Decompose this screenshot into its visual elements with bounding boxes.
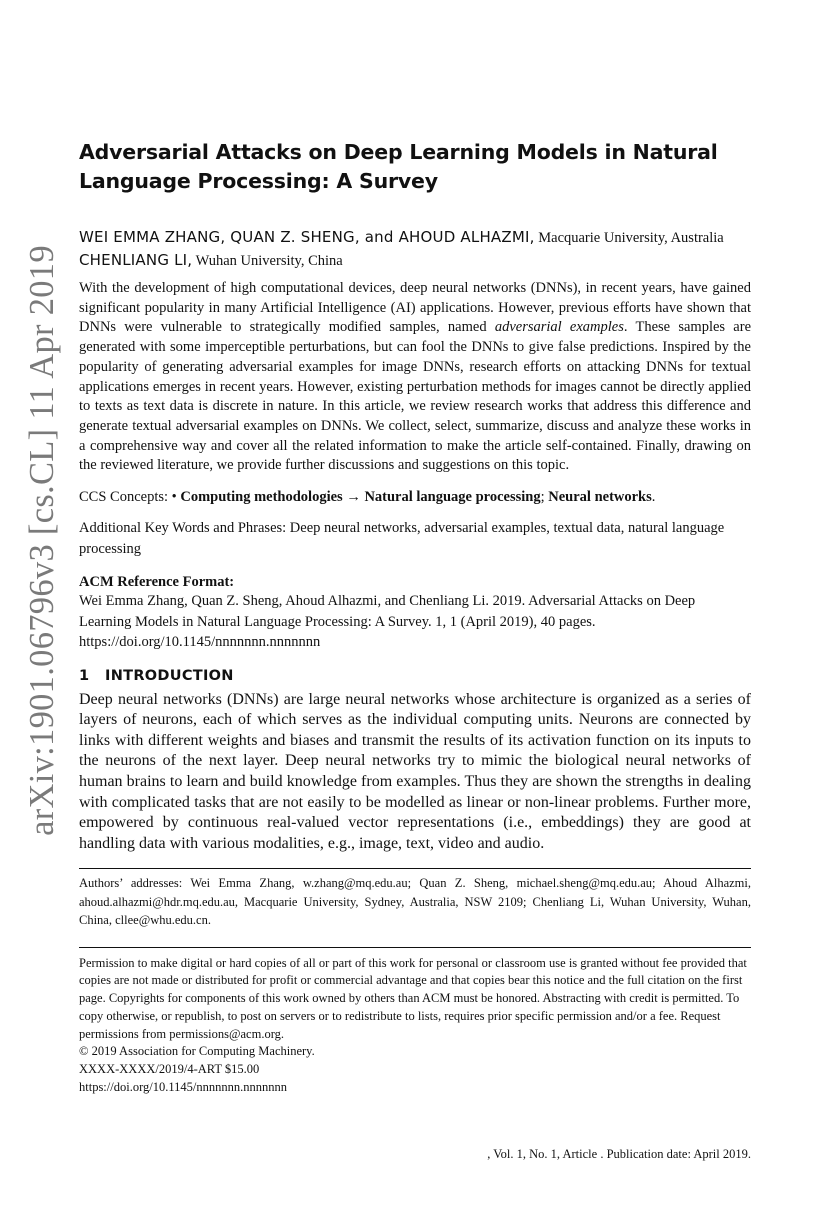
paper-first-page [79, 138, 751, 1096]
ccs-concepts [79, 487, 751, 507]
author-line-1 [79, 226, 751, 249]
acm-reference-heading: ACM Reference Format: [79, 574, 235, 591]
ccs-concept-2: Neural networks [548, 489, 652, 506]
price-line: XXXX-XXXX/2019/4-ART $15.00 [79, 1062, 260, 1076]
introduction-paragraph: Deep neural networks (DNNs) are large neural networks whose architecture is organized as a series of layers of neurons, each of which serves as the individual computing units. Neurons are connected by links with different weights and biases and transmit the results of its activation function on its inputs to the neurons of the next layer. Deep neural networks try to mimic the biological neural networks of human brains to learn and build knowledge from examples. Thus they are shown the strengths in dealing with complicated tasks that are not easily to be modelled as linear or non-linear problems. Further more, empowered by continuous real-valued vector representations (i.e., embeddings) they are good at handling data with various modalities, e.g., image, text, video and audio. [79, 690, 751, 852]
author-block [79, 226, 751, 272]
copyright-line: © 2019 Association for Computing Machinery. [79, 1044, 315, 1059]
authors-addresses: Authors’ addresses: Wei Emma Zhang, w.zhang@mq.edu.au; Quan Z. Sheng, michael.sheng@mq.edu.au; Ahoud Alhazmi, ahoud.alhazmi@hdr.mq.edu.au, Macquarie University, Sydney, Australia, NSW 2109; Chenliang Li, Wuhan University, Wuhan, China, cllee@whu.edu.cn. [79, 876, 751, 928]
author-line-2 [79, 249, 751, 272]
abstract-part-2: . These samples are generated with some imperceptible perturbations, but can fool the DNNs to give false predictions. Inspired by the popularity of generating adversarial examples for image DNNs, research efforts on attacking DNNs for textual applications emerges in recent years. However, existing perturbation methods for images cannot be directly applied to texts as text data is discrete in nature. In this article, we review research works that address this difference and generate textual adversarial examples on DNNs. We collect, select, summarize, discuss and analyze these works in a comprehensive way and cover all the related information to make the article self-contained. Finally, drawing on the reviewed literature, we provide further discussions and suggestions on this topic. [79, 319, 752, 474]
page-footer: , Vol. 1, No. 1, Article . Publication date: April 2019. [487, 1147, 751, 1161]
permission-block [79, 955, 751, 1097]
author-names-2: CHENLIANG LI, [79, 251, 193, 269]
abstract-part-1: With the development of high computational devices, deep neural networks (DNNs), in recent years, have gained significant popularity in many Artificial Intelligence (AI) applications. However, previous efforts have shown that DNNs were vulnerable to strategically modified samples, named [79, 280, 751, 336]
author-affiliation-2: Wuhan University, China [195, 253, 343, 269]
doi-line: https://doi.org/10.1145/nnnnnnn.nnnnnnn [79, 1079, 287, 1094]
keywords: Additional Key Words and Phrases: Deep neural networks, adversarial examples, textual data, natural language processing [79, 520, 725, 557]
section-heading-introduction [79, 667, 751, 685]
permission-divider [79, 947, 751, 948]
ccs-label: CCS Concepts: • [79, 489, 181, 506]
author-affiliation-1: Macquarie University, Australia [538, 230, 724, 246]
ccs-separator: ; [540, 489, 549, 506]
permission-text: Permission to make digital or hard copies of all or part of this work for personal or classroom use is granted without fee provided that copies are not made or distributed for profit or commercial advantage and that copies bear this notice and the full citation on the first page. Copyrights for components of this work owned by others than ACM must be honored. Abstracting with credit is permitted. To copy otherwise, or republish, to post on servers or to redistribute to lists, requires prior specific permission and/or a fee. Request permissions from permissions@acm.org. [79, 955, 747, 1041]
ccs-concept-1: Computing methodologies → Natural language processing [180, 489, 541, 506]
acm-reference-text: Wei Emma Zhang, Quan Z. Sheng, Ahoud Alhazmi, and Chenliang Li. 2019. Adversarial Attacks on Deep Learning Models in Natural Language Processing: A Survey. 1, 1 (April 2019), 40 pages. https://doi.org/10.1145/nnnnnnn.nnnnnnn [79, 593, 696, 651]
arxiv-side-stamp [20, 240, 64, 840]
ccs-end: . [651, 489, 656, 506]
arxiv-identifier: arXiv:1901.06796v3 [cs.CL] 11 Apr 2019 [22, 244, 61, 836]
paper-title: Adversarial Attacks on Deep Learning Models in Natural Language Processing: A Survey [79, 140, 718, 193]
author-names-1: WEI EMMA ZHANG, QUAN Z. SHENG, and AHOUD ALHAZMI, [79, 228, 535, 246]
footnote-divider [79, 868, 751, 869]
section-title: INTRODUCTION [105, 667, 234, 684]
section-number: 1 [79, 667, 90, 684]
abstract-emphasis: adversarial examples [494, 319, 624, 336]
abstract [79, 279, 751, 476]
